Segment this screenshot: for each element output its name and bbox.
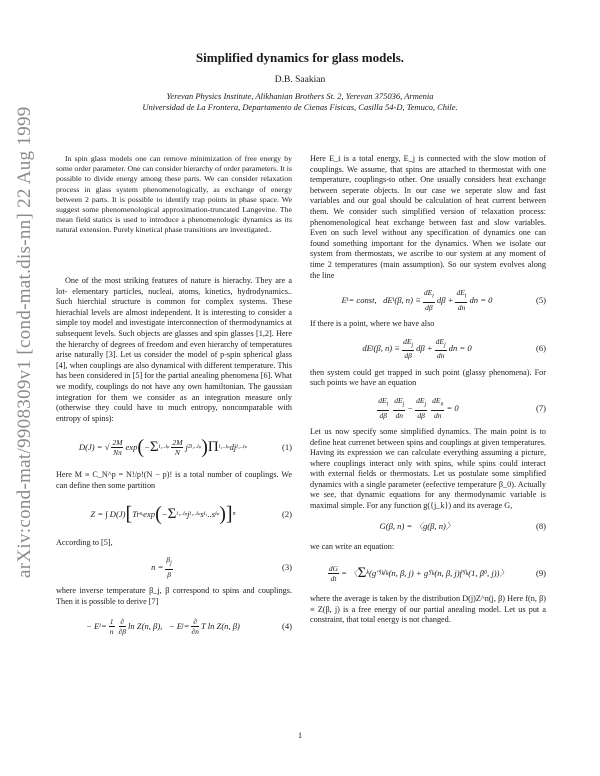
equation-7	[310, 395, 546, 421]
equation-8	[310, 518, 546, 536]
affiliation-2: Universidad de La Frontera, Departamento de Cienas Fisicas, Casilla 54-D, Temuco, Chile.	[142, 102, 458, 112]
equation-9	[310, 558, 546, 588]
equation-4-number: (4)	[281, 620, 292, 631]
left-paragraph-3: According to [5],	[56, 537, 113, 547]
left-column	[56, 276, 292, 645]
equation-5	[310, 287, 546, 313]
abstract	[56, 154, 292, 236]
right-column	[310, 154, 546, 626]
equation-2-number: (2)	[281, 509, 292, 520]
equation-3-body: n = $\frac{\beta_j}{\beta}$	[151, 555, 172, 579]
equation-3	[56, 554, 292, 580]
equation-7-number: (7)	[535, 402, 546, 413]
right-paragraph-4: Let us now specify some simplified dynamics. The main point is to define heat currenet between spins and couplings at given temperatures. Having its expression we can calculate everything assuming a picture, where couplings interact only with spins, while spins could interact with external fields or thermostats. Let us postulate some simplified dynamics with a single parameter (eefective temperature β_0). Actually we see, that dynamic equations for any thermodynamic variable is maximal simple. For any function g({j_k}) and its average G,	[310, 426, 546, 511]
right-paragraph-3: then system could get trapped in such point (glassy phenomena). For such points we have an equation	[310, 367, 546, 388]
equation-8-number: (8)	[535, 521, 546, 532]
equation-1	[56, 430, 292, 464]
equation-3-number: (3)	[281, 561, 292, 572]
left-paragraph-1: One of the most striking features of nature is hierachy. They are a lot- elementary particles, nucleai, atoms, kinetics, hydrodynamics.. Such hierchial structure is common for complex systems. These hierachial levels are almost independent. It is interesting to consider a simple toy model and investigate interconnection of thermodynamics at subsequent levels. Such objects are glasses and spin glasses [1,2]. Here the hierarchy of degrees of freedom and even hierarchy of temperatures arise naturally [3]. Let us consider the model of p-spin spherical glass [4], when couplings are also dynamical with different temperature. This has been considered in [5] for the partial anealing phenomena [6]. What we modify, couplings do not have any own hamiltonian. The gaussian integration for them we consider as an integration measure only (otherwise they could have to much entropy, noncomparable with entropy of spins):	[56, 276, 292, 423]
equation-7-body: $\frac{dE_t}{d\beta}$ $\frac{dE_j}{dn}$ − $\frac{dE_j}{d\beta}$ $\frac{dE_n}{dn}$ = 0	[378, 396, 459, 420]
left-paragraph-2: Here M ≡ C_N^p = N!/p!(N − p)! is a total number of couplings. We can define then some partition	[56, 470, 292, 490]
arxiv-stamp: arXiv:cond-mat/9908309v1 [cond-mat.dis-nn] 22 Aug 1999	[14, 106, 35, 578]
affiliation-1: Yerevan Physics Institute, Alikhanian Brothers St. 2, Yerevan 375036, Armenia	[166, 91, 434, 101]
paper-title: Simplified dynamics for glass models.	[195, 50, 405, 65]
left-paragraph-4: where inverse temperature β_j, β correspond to spins and couplings. Then it is possible to derive [7]	[56, 586, 292, 606]
right-paragraph-2: If there is a point, where we have also	[310, 319, 435, 329]
equation-4-body: − E i = $\frac{1}{n}$ $\frac{\partial}{\partial\beta}$ ln Z(n, β), − E j = $\frac{\partial}{\partial n}$ T ln Z(n, β)	[86, 616, 240, 636]
author: D.B. Saakian	[274, 75, 326, 85]
right-paragraph-6: where the average is taken by the distribution D(j)Z^n(j, β) Here f(n, β) ≡ Z(β, j) is a free energy of our partial anealing model. Let us put a constraint, that total energy is not changed.	[310, 594, 546, 625]
equation-9-body: $\frac{dG}{dt}$ = 〈 Σ k (g″ $j_kj_k$ (n, β, j) + g′ $j_k$ (n, β, j)f′ $j_k$ (1, β 0 , j))〉	[328, 563, 509, 583]
page-number: 1	[297, 730, 303, 740]
equation-4	[56, 613, 292, 639]
equation-6-number: (6)	[535, 343, 546, 354]
equation-6-body: dE j (β, n) ≡ $\frac{dE_j}{d\beta}$ dβ + $\frac{dE_j}{dn}$ dn = 0	[362, 336, 472, 361]
abstract-text: In spin glass models one can remove minimization of free energy by some order parameter. One can consider hierarchy of order parameters. It is possible to divide energy among these parts. We can consider relaxation process in glass system phenomenologically, as exchange of energy between 2 parts. It is possible to identify trap points in phase space. We suggest some phenomenological approximation-truncated Langevine. The mean field statics is used to introduce a phenomenologic dynamics as its natural extension. Purely kinetical phase transitions are investigated..	[56, 154, 292, 235]
equation-2	[56, 498, 292, 532]
equation-8-body: G(β, n) = 〈g(β, n)〉	[379, 521, 455, 532]
equation-9-number: (9)	[535, 567, 546, 578]
equation-1-number: (1)	[281, 442, 292, 453]
equation-2-body: Z = ∫ D(J) [ Tr sᵢ exp ( − Σ i₁..iₚ j i₁..iₚ s i₁ ..s iₚ ) ] n	[90, 503, 236, 526]
right-paragraph-5: we can write an equation:	[310, 541, 395, 551]
equation-5-body: E t = const, dE t (β, n) ≡ $\frac{dE_t}{d\beta}$ dβ + $\frac{dE_t}{dn}$ dn = 0	[341, 288, 493, 312]
right-paragraph-1: Here E_i is a total energy, E_j is connected with the slow motion of couplings. We assume, that spins are attached to thermostat with one temperature, couplings-to other. One usually considers heat exchange between seperate objects. In our case we seperate slow and fast variables and our goal should be calculation of heat current between them. We consider such simplified version of relaxation process: phenomenological heat exchange between fast and slow variables. Even on such level without any specification of dynamics one can found something important for the dynamics. When we isolate our system from thermostats, we ascribe to our system at any moment of time 2 temperatures (main assumption). So our system evolves along the line	[310, 154, 546, 280]
equation-6	[310, 336, 546, 362]
equation-1-body: D(J) = √ $\frac{2M}{N\pi}$ exp ( − Σ i₁..iₚ $\frac{2M}{N}$ j² i₁..iₚ ) Π i₁..iₚ dj i₁..iₚ	[78, 436, 248, 459]
equation-5-number: (5)	[535, 294, 546, 305]
